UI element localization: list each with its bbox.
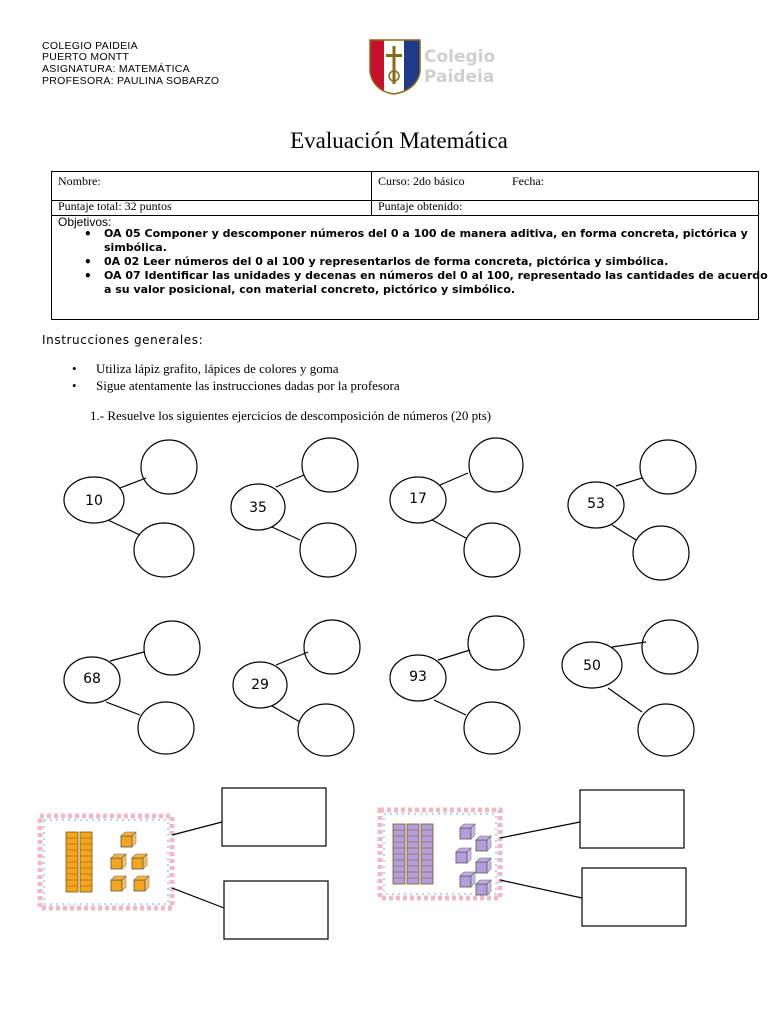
objective-item: • 0A 02 Leer números del 0 al 100 y representarlos de forma concreta, pictórica y simbólica. <box>82 255 768 269</box>
number-label: 29 <box>251 677 269 693</box>
connector-line <box>500 822 580 838</box>
obtained-score-label: Puntaje obtenido: <box>378 199 463 213</box>
subject: ASIGNATURA: MATEMÁTICA <box>42 63 190 75</box>
base-ten-picture-1 <box>40 816 172 908</box>
school-logo <box>368 36 508 96</box>
number-label: 50 <box>583 658 601 674</box>
decomposition-diagram[interactable] <box>64 621 200 754</box>
unit-cube <box>460 872 475 887</box>
course-label: Curso: 2do básico <box>378 174 465 188</box>
answer-box[interactable] <box>580 790 684 848</box>
number-label: 10 <box>85 493 103 509</box>
unit-cube <box>456 848 471 863</box>
tens-rod <box>80 832 92 892</box>
unit-cube <box>476 880 491 895</box>
decomposition-diagram[interactable] <box>64 440 197 577</box>
shield-icon <box>368 36 508 96</box>
page-title: Evaluación Matemática <box>290 128 508 153</box>
connector-line <box>172 888 224 908</box>
tens-rod <box>407 824 419 884</box>
question-1: 1.- Resuelve los siguientes ejercicios de descomposición de números (20 pts) <box>90 408 492 423</box>
decomposition-exercises <box>0 430 768 760</box>
base-ten-picture-2 <box>380 810 500 898</box>
unit-cube <box>132 854 147 869</box>
decomposition-diagram[interactable] <box>390 616 524 754</box>
unit-cube <box>111 876 126 891</box>
info-row-2 <box>51 199 759 216</box>
decomposition-diagram[interactable] <box>562 620 698 756</box>
logo-text-2: Paideia <box>424 67 495 87</box>
connector-line <box>172 822 222 835</box>
objectives-label: Objetivos: <box>58 215 112 229</box>
objective-item: • OA 05 Componer y descomponer números del 0 a 100 de manera aditiva, en forma concreta, pictórica y simbólica. <box>82 227 768 255</box>
objectives-list <box>82 227 768 297</box>
unit-cube <box>476 836 491 851</box>
answer-box[interactable] <box>224 881 328 939</box>
answer-box[interactable] <box>222 788 326 846</box>
objective-item: • OA 07 Identificar las unidades y decenas en números del 0 al 100, representado las cantidades de acuerdo a su valor posicional, con material concreto, pictórico y simbólico. <box>82 269 768 297</box>
unit-cube <box>460 824 475 839</box>
number-label: 93 <box>409 669 427 685</box>
instructions-title: Instrucciones generales: <box>42 333 204 347</box>
number-label: 68 <box>83 671 101 687</box>
base-ten-exercises <box>0 780 768 950</box>
obtained-score-cell[interactable] <box>372 199 758 215</box>
unit-cube <box>134 876 149 891</box>
unit-cube <box>111 854 126 869</box>
info-row-1 <box>51 171 759 201</box>
school-city: PUERTO MONTT <box>42 51 130 63</box>
tens-rods <box>393 824 433 884</box>
number-label: 17 <box>409 491 427 507</box>
tens-rod <box>66 832 78 892</box>
logo-text-1: Colegio <box>424 47 496 67</box>
instruction-item: • Utiliza lápiz grafito, lápices de colores y goma <box>72 360 400 377</box>
school-name: COLEGIO PAIDEIA <box>42 40 138 52</box>
number-label: 35 <box>249 500 267 516</box>
total-score-cell <box>52 199 372 215</box>
decomposition-diagram[interactable] <box>390 438 523 577</box>
connector-line <box>500 880 582 898</box>
unit-cube <box>476 858 491 873</box>
answer-box[interactable] <box>582 868 686 926</box>
name-label: Nombre: <box>58 174 101 188</box>
teacher: PROFESORA: PAULINA SOBARZO <box>42 75 220 87</box>
objectives-box <box>51 215 768 320</box>
instruction-item: • Sigue atentamente las instrucciones dadas por la profesora <box>72 377 400 394</box>
tens-rod <box>421 824 433 884</box>
name-cell[interactable] <box>52 172 372 200</box>
course-cell <box>372 172 758 200</box>
date-label[interactable]: Fecha: <box>512 174 544 188</box>
tens-rod <box>393 824 405 884</box>
unit-cube <box>121 832 136 847</box>
total-score-label: Puntaje total: 32 puntos <box>58 199 172 213</box>
number-label: 53 <box>587 496 605 512</box>
instructions-list <box>72 360 400 394</box>
